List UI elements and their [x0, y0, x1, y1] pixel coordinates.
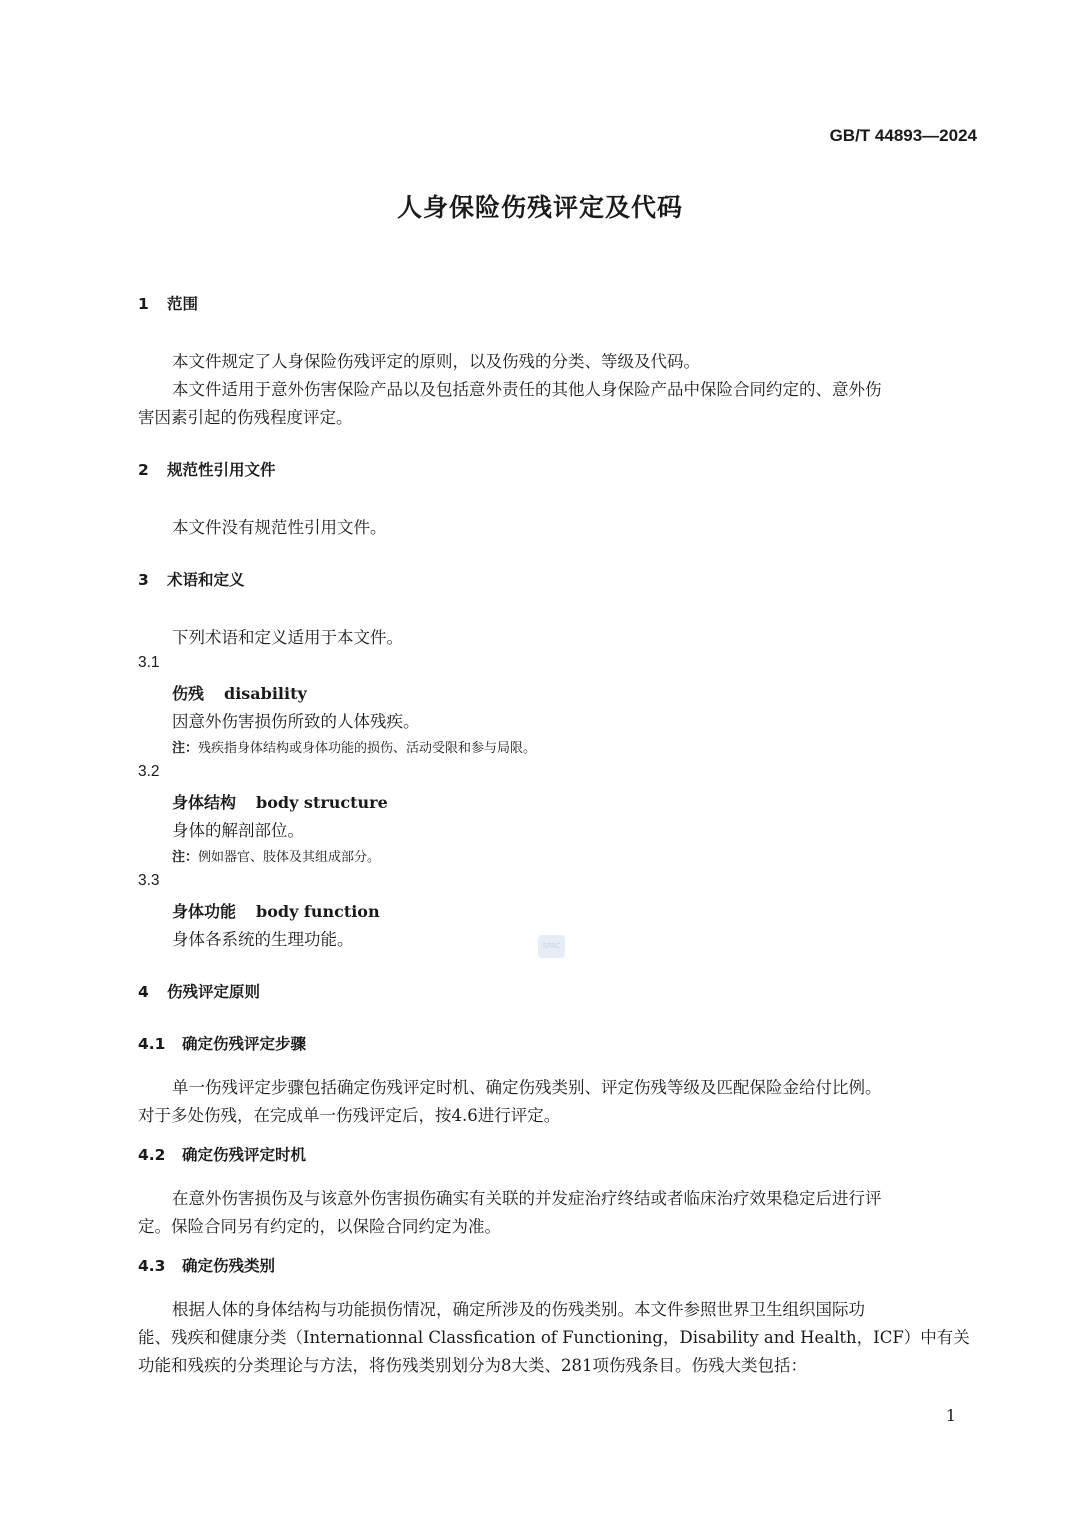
paragraph: 单一伤残评定步骤包括确定伤残评定时机、确定伤残类别、评定伤残等级及匹配保险金给付比例。 — [172, 1078, 882, 1097]
paragraph: 对于多处伤残，在完成单一伤残评定后，按4.6进行评定。 — [138, 1106, 561, 1125]
section-title: 规范性引用文件 — [167, 461, 276, 479]
section-title: 术语和定义 — [167, 571, 245, 589]
section-number: 3 — [138, 571, 149, 589]
section-3-heading — [138, 568, 245, 590]
subsection-number: 4.1 — [138, 1035, 166, 1053]
section-number: 4 — [138, 983, 149, 1001]
paragraph: 本文件规定了人身保险伤残评定的原则，以及伤残的分类、等级及代码。 — [172, 352, 700, 371]
term-definition: 身体的解剖部位。 — [172, 821, 304, 840]
note-label: 注： — [172, 741, 199, 756]
note-text: 例如器官、肢体及其组成部分。 — [198, 850, 381, 865]
paragraph: 定。保险合同另有约定的，以保险合同约定为准。 — [138, 1217, 501, 1236]
term-zh: 身体结构 — [172, 793, 237, 812]
term-note — [172, 737, 536, 756]
standard-number: GB/T 44893—2024 — [829, 126, 977, 145]
page-number: 1 — [945, 1406, 956, 1425]
term-zh: 伤残 — [172, 684, 205, 703]
section-number: 2 — [138, 461, 149, 479]
note-label: 注： — [172, 850, 199, 865]
subsection-4-2-heading — [138, 1143, 306, 1165]
paragraph: 本文件适用于意外伤害保险产品以及包括意外责任的其他人身保险产品中保险合同约定的、意外伤 — [172, 380, 882, 399]
paragraph: 下列术语和定义适用于本文件。 — [172, 628, 403, 647]
term-entry — [172, 899, 380, 922]
paragraph: 害因素引起的伤残程度评定。 — [138, 408, 353, 427]
subsection-number: 4.2 — [138, 1146, 166, 1164]
term-en: body function — [256, 902, 380, 921]
term-definition: 身体各系统的生理功能。 — [172, 930, 354, 949]
subsection-title: 确定伤残评定步骤 — [182, 1035, 307, 1053]
section-4-heading — [138, 980, 260, 1002]
section-number: 1 — [138, 295, 149, 313]
subsection-4-1-heading — [138, 1032, 306, 1054]
document-title: 人身保险伤残评定及代码 — [396, 193, 683, 222]
term-definition: 因意外伤害损伤所致的人体残疾。 — [172, 712, 420, 731]
paragraph: 根据人体的身体结构与功能损伤情况，确定所涉及的伤残类别。本文件参照世界卫生组织国际功 — [172, 1300, 865, 1319]
note-text: 残疾指身体结构或身体功能的损伤、活动受限和参与局限。 — [198, 741, 537, 756]
subsection-title: 确定伤残类别 — [182, 1257, 276, 1275]
watermark-logo: SPAC — [538, 935, 565, 958]
section-title: 伤残评定原则 — [167, 983, 261, 1001]
term-entry — [172, 681, 307, 704]
term-en: body structure — [256, 793, 388, 812]
section-1-heading — [138, 292, 198, 314]
term-zh: 身体功能 — [172, 902, 237, 921]
subsection-4-3-heading — [138, 1254, 275, 1276]
section-2-heading — [138, 458, 276, 480]
term-note — [172, 846, 380, 865]
paragraph: 能、残疾和健康分类（Internationnal Classfication of Functioning，Disability and Health，ICF）中有关 — [138, 1328, 970, 1347]
paragraph: 在意外伤害损伤及与该意外伤害损伤确实有关联的并发症治疗终结或者临床治疗效果稳定后进行评 — [172, 1189, 882, 1208]
term-en: disability — [224, 684, 307, 703]
term-entry — [172, 790, 388, 813]
subsection-title: 确定伤残评定时机 — [182, 1146, 307, 1164]
term-number: 3.1 — [138, 654, 160, 671]
term-number: 3.2 — [138, 763, 160, 780]
term-number: 3.3 — [138, 872, 160, 889]
section-title: 范围 — [167, 295, 199, 313]
paragraph: 本文件没有规范性引用文件。 — [172, 518, 387, 537]
subsection-number: 4.3 — [138, 1257, 166, 1275]
paragraph: 功能和残疾的分类理论与方法，将伤残类别划分为8大类、281项伤残条目。伤残大类包括： — [138, 1356, 807, 1375]
